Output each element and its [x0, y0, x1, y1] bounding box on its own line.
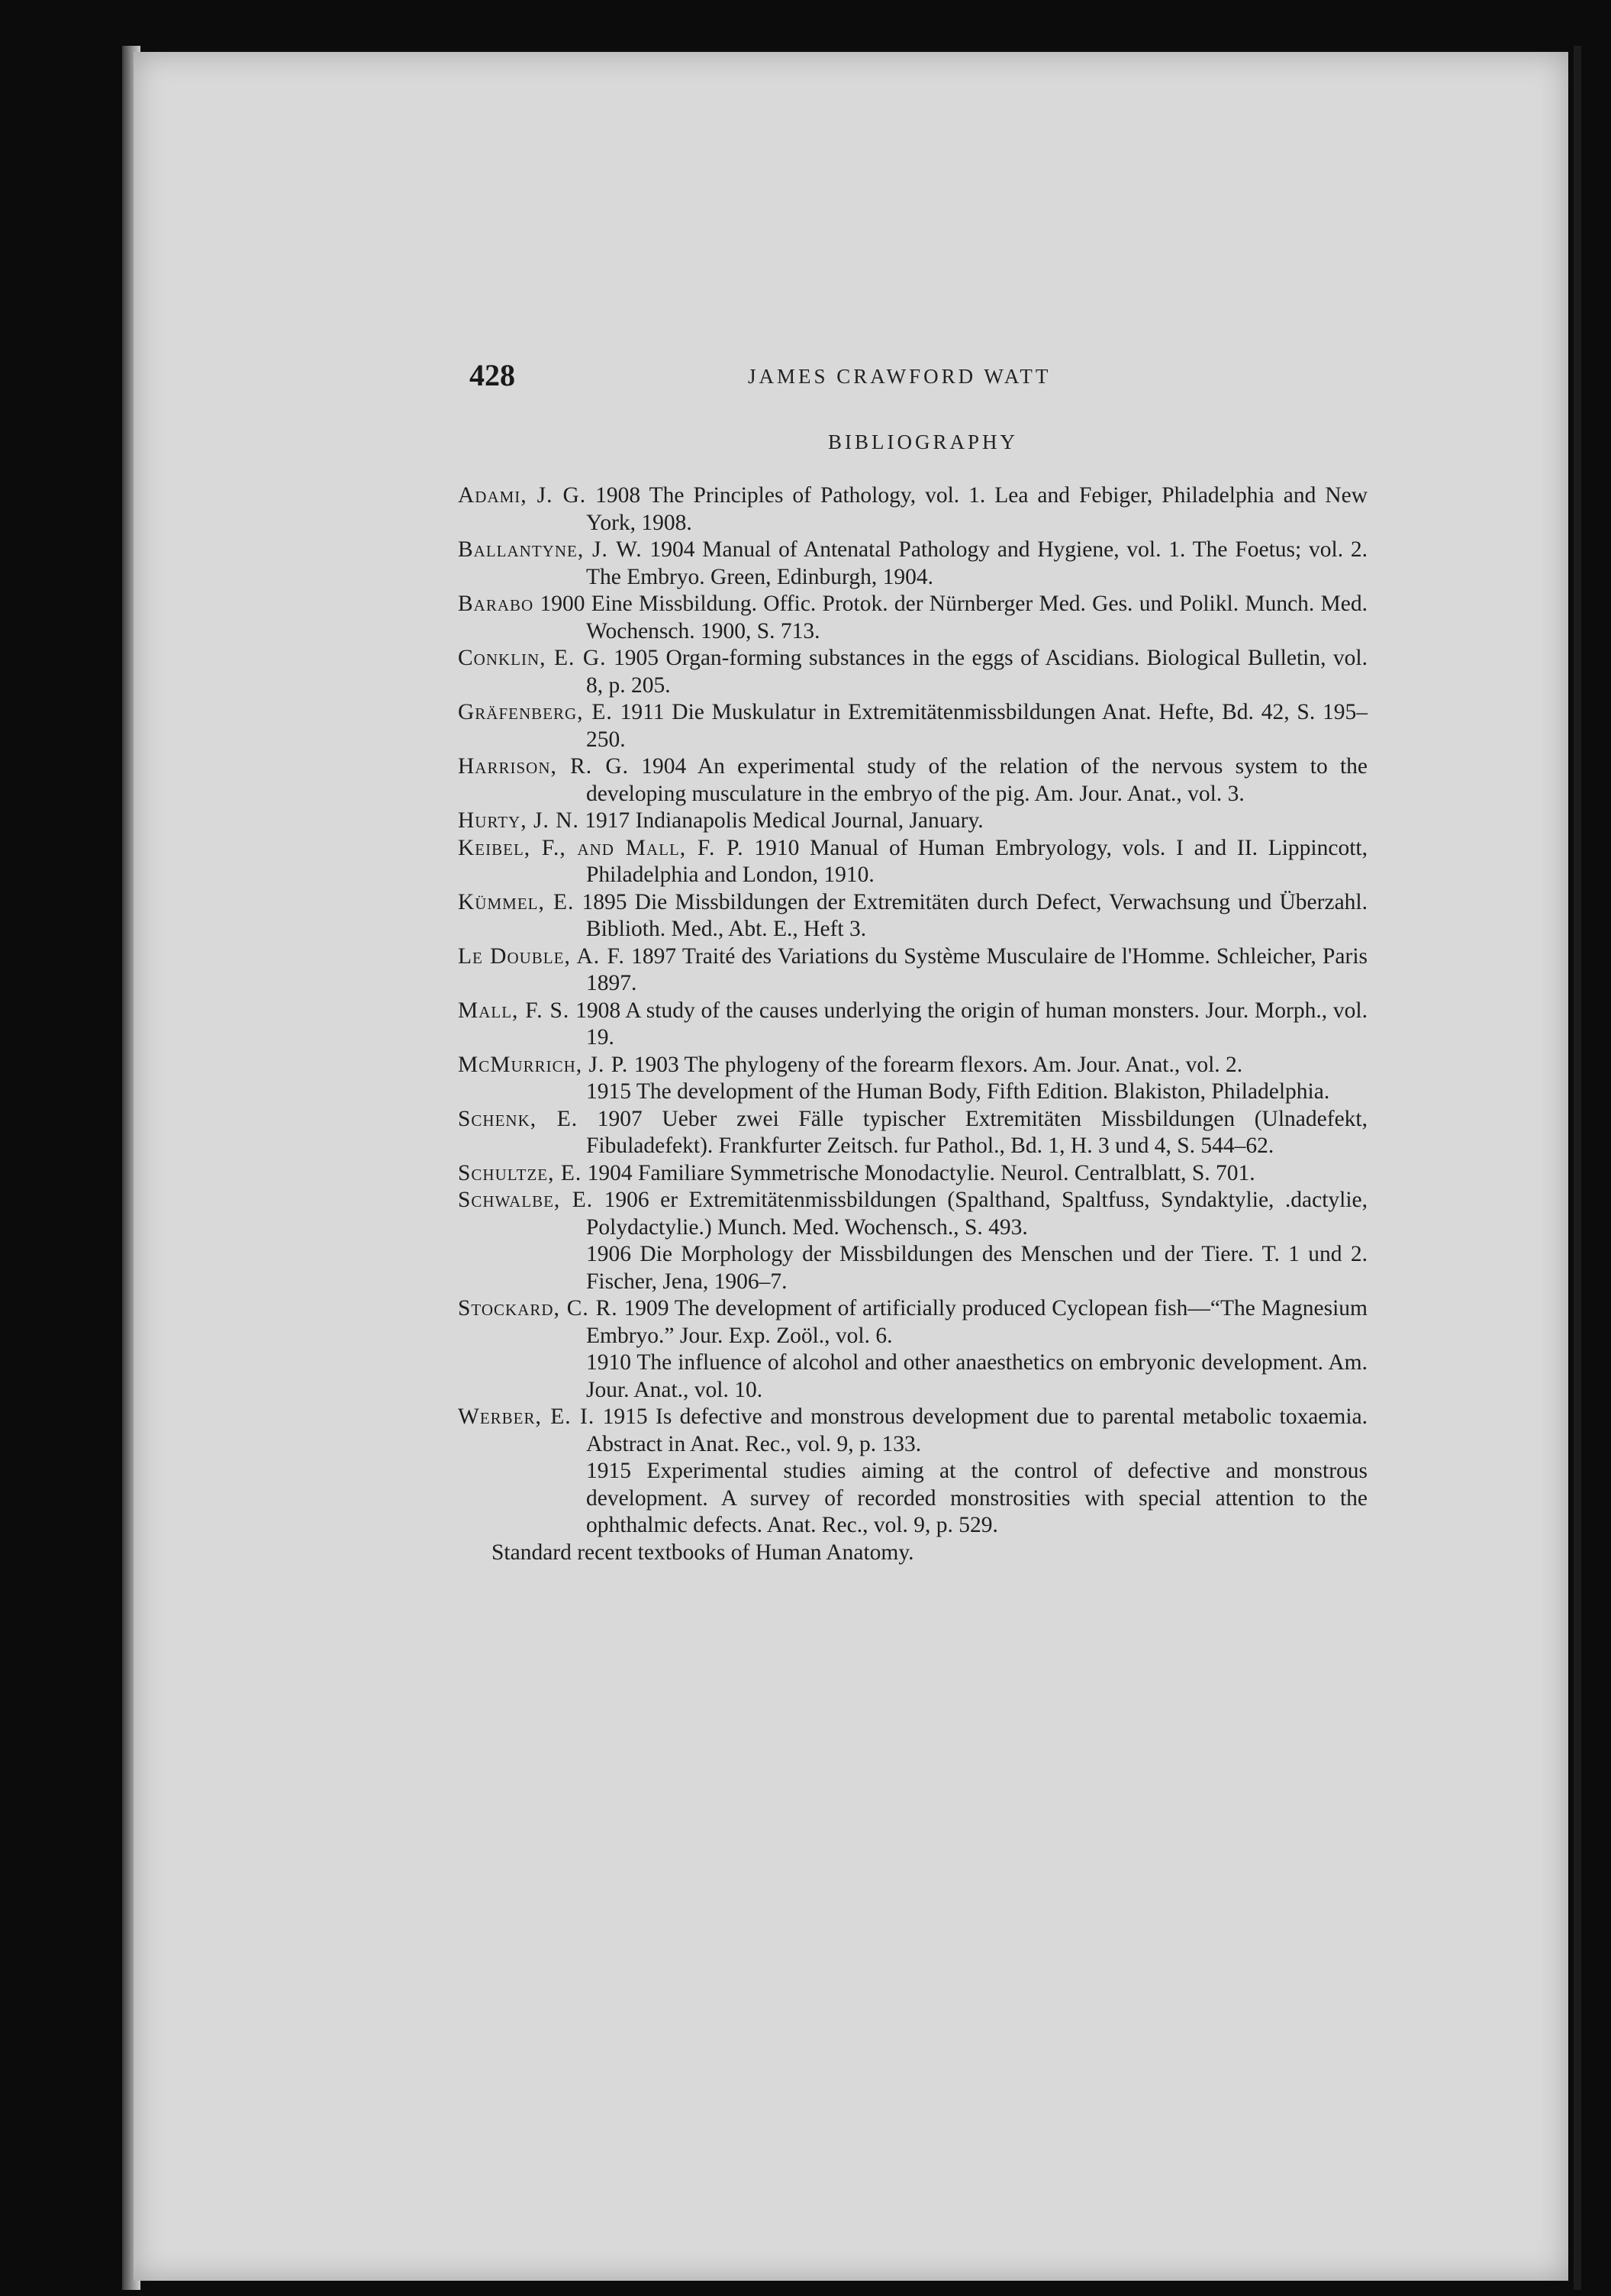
entry-text: 1915 Is defective and monstrous development due to parental metabolic toxaemia. Abstract in Anat. Rec., vol. 9, p. 133.	[586, 1404, 1368, 1456]
entry-text: 1908 The Principles of Pathology, vol. 1. Lea and Febiger, Philadelphia and New York, 1908.	[586, 483, 1368, 535]
bibliography-entry	[458, 889, 1368, 943]
bibliography-entry	[458, 753, 1368, 808]
bibliography-entry	[458, 699, 1368, 753]
section-title: BIBLIOGRAPHY	[828, 430, 1019, 453]
bibliography-entry	[458, 591, 1368, 645]
entry-author: Hurty, J. N.	[458, 808, 579, 833]
entry-text: 1909 The development of artificially produced Cyclopean fish—“The Magnesium Embryo.” Jour. Exp. Zoöl., vol. 6.	[586, 1296, 1368, 1348]
entry-text: 1903 The phylogeny of the forearm flexors. Am. Jour. Anat., vol. 2.	[633, 1052, 1243, 1077]
entry-author: Werber, E. I.	[458, 1404, 595, 1429]
entry-text: 1917 Indianapolis Medical Journal, January.	[585, 808, 984, 833]
entry-author: Le Double, A. F.	[458, 943, 625, 969]
entry-text: 1906 er Extremitätenmissbildungen (Spalthand, Spaltfuss, Syndaktylie, .dactylie, Polydactylie.) Munch. Med. Wochensch., S. 493.	[586, 1188, 1368, 1240]
bibliography-entry	[458, 943, 1368, 998]
page-number: 428	[469, 358, 515, 392]
entry-author: Schenk, E.	[458, 1106, 578, 1131]
bibliography-entry	[458, 835, 1368, 889]
running-head: JAMES CRAWFORD WATT	[748, 365, 1052, 388]
bibliography-entry	[458, 482, 1368, 537]
bibliography-list	[458, 482, 1368, 1566]
bibliography-entry	[458, 1052, 1368, 1079]
bibliography-subentry: 1906 Die Morphology der Missbildungen des Menschen und der Tiere. T. 1 und 2. Fischer, Jena, 1906–7.	[586, 1242, 1368, 1294]
bibliography-subentry: 1915 Experimental studies aiming at the control of defective and monstrous development. A survey of recorded monstrosities with special attention to the ophthalmic defects. Anat. Rec., vol. 9, p. 529.	[586, 1459, 1368, 1537]
bibliography-entry	[458, 1106, 1368, 1160]
entry-author: Schultze, E.	[458, 1160, 582, 1185]
bibliography-subentry: 1915 The development of the Human Body, Fifth Edition. Blakiston, Philadelphia.	[586, 1079, 1330, 1104]
bibliography-entry	[458, 1295, 1368, 1350]
page-right-edge	[1574, 46, 1581, 2290]
entry-text: 1904 Familiare Symmetrische Monodactylie. Neurol. Centralblatt, S. 701.	[587, 1160, 1255, 1185]
bibliography-entry	[458, 1160, 1368, 1188]
entry-text: 1900 Eine Missbildung. Offic. Protok. der Nürnberger Med. Ges. und Polikl. Munch. Med. Wochensch. 1900, S. 713.	[540, 592, 1368, 643]
entry-author: Barabo	[458, 592, 534, 616]
bibliography-entry	[458, 1187, 1368, 1241]
entry-text: 1911 Die Muskulatur in Extremitätenmissbildungen Anat. Hefte, Bd. 42, S. 195–250.	[586, 700, 1368, 752]
entry-author: Schwalbe, E.	[458, 1188, 594, 1212]
entry-author: Stockard, C. R.	[458, 1296, 618, 1321]
closing-line: Standard recent textbooks of Human Anatomy.	[491, 1540, 914, 1565]
bibliography-entry	[458, 645, 1368, 699]
entry-author: Kümmel, E.	[458, 889, 575, 914]
entry-author: Adami, J. G.	[458, 483, 587, 508]
entry-author: Conklin, E. G.	[458, 646, 607, 670]
entry-text: 1897 Traité des Variations du Système Musculaire de l'Homme. Schleicher, Paris 1897.	[586, 943, 1368, 995]
entry-author: McMurrich, J. P.	[458, 1052, 629, 1077]
bibliography-entry	[458, 808, 1368, 835]
entry-author: Harrison, R. G.	[458, 754, 630, 779]
entry-text: 1905 Organ-forming substances in the eggs of Ascidians. Biological Bulletin, vol. 8, p. 205.	[586, 646, 1368, 698]
entry-author: Gräfenberg, E.	[458, 700, 613, 724]
bibliography-entry	[458, 1404, 1368, 1458]
entry-author: Mall, F. S.	[458, 998, 570, 1023]
entry-text: 1895 Die Missbildungen der Extremitäten durch Defect, Verwachsung und Überzahl. Biblioth. Med., Abt. E., Heft 3.	[582, 889, 1368, 941]
entry-author: Ballantyne, J. W.	[458, 537, 643, 562]
entry-text: 1910 Manual of Human Embryology, vols. I and II. Lippincott, Philadelphia and London, 1910.	[586, 835, 1368, 887]
entry-text: 1908 A study of the causes underlying the origin of human monsters. Jour. Morph., vol. 19.	[575, 998, 1368, 1050]
bibliography-entry	[458, 537, 1368, 591]
bibliography-entry	[458, 998, 1368, 1052]
bibliography-subentry: 1910 The influence of alcohol and other anaesthetics on embryonic development. Am. Jour. Anat., vol. 10.	[586, 1350, 1368, 1402]
entry-author: Keibel, F., and Mall, F. P.	[458, 835, 744, 860]
entry-text: 1907 Ueber zwei Fälle typischer Extremitäten Missbildungen (Ulnadefekt, Fibuladefekt). Frankfurter Zeitsch. fur Pathol., Bd. 1, H. 3 und 4, S. 544–62.	[586, 1106, 1368, 1158]
entry-text: 1904 An experimental study of the relation of the nervous system to the developing musculature in the embryo of the pig. Am. Jour. Anat., vol. 3.	[586, 754, 1368, 806]
entry-text: 1904 Manual of Antenatal Pathology and Hygiene, vol. 1. The Foetus; vol. 2. The Embryo. Green, Edinburgh, 1904.	[586, 537, 1368, 589]
